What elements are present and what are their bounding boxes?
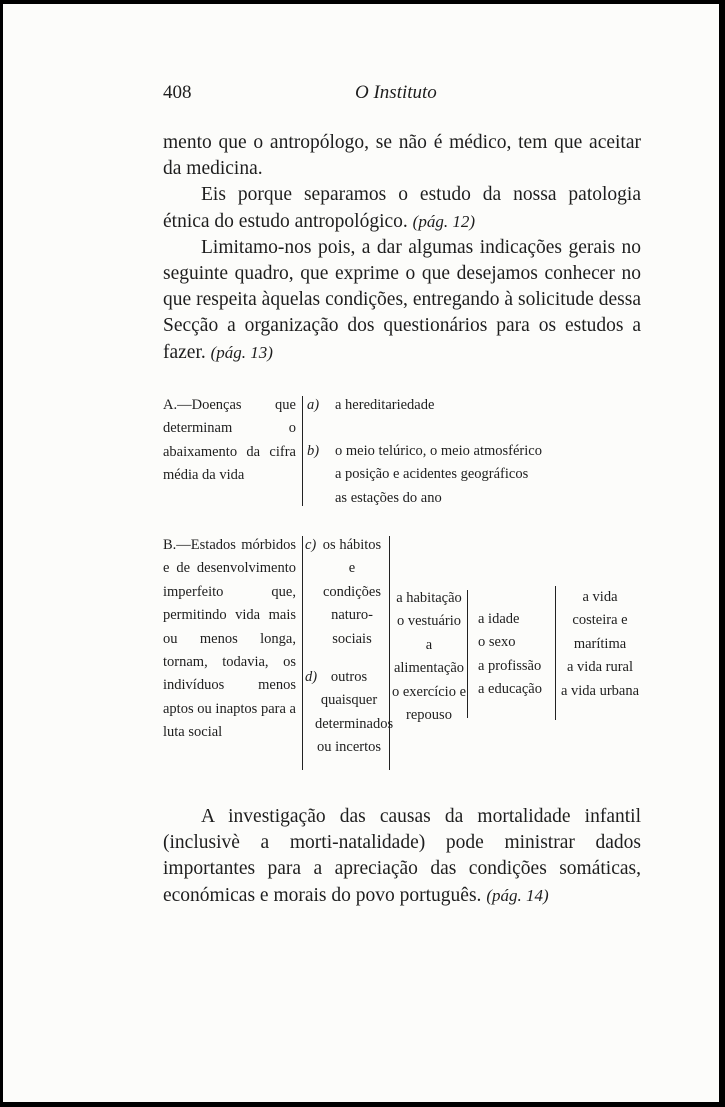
list-item: a vida urbana bbox=[560, 682, 640, 699]
paragraph-table-intro bbox=[163, 235, 641, 366]
item-c-letter: c) bbox=[305, 537, 317, 553]
section-b-label: B.—Estados mórbidos e de desenvolvimento imperfeito que, permitindo vida mais ou menos longa, tornam, todavia, os indivíduos menos aptos ou inaptos para a luta social bbox=[163, 537, 296, 741]
list-item: a idade bbox=[478, 611, 520, 627]
page-reference: (pág. 14) bbox=[486, 885, 549, 905]
item-b-line: as estações do ano bbox=[335, 489, 442, 506]
section-a-label: A.—Doenças que determinam o abaixamento da cifra média da vida bbox=[163, 397, 296, 484]
environments-list bbox=[559, 586, 641, 703]
list-item: a vida costeira e marítima bbox=[572, 589, 628, 652]
paragraph-text: A investigação das causas da mortalidade infantil (inclusivè a morti-natalidade) pode ministrar dados importantes para a apreciação das condições somáticas, económicas e morais do povo português. bbox=[163, 806, 641, 906]
item-b-letter: b) bbox=[307, 443, 320, 459]
paragraph-continuation: mento que o antropólogo, se não é médico, tem que aceitar da medicina. bbox=[163, 132, 641, 180]
list-item: o vestuário bbox=[396, 613, 462, 630]
list-item: a profissão bbox=[478, 657, 542, 674]
list-item: a habitação bbox=[396, 590, 462, 606]
item-a-text: a hereditariedade bbox=[335, 397, 435, 413]
list-item: a alimentação bbox=[393, 636, 465, 677]
page-reference: (pág. 13) bbox=[210, 342, 273, 362]
list-item: o exercício e repouso bbox=[391, 683, 467, 724]
traits-list bbox=[478, 608, 558, 702]
brace-section-b bbox=[302, 536, 303, 770]
item-c-text: os hábitos e condições naturo-sociais bbox=[322, 537, 382, 647]
closing-text bbox=[163, 804, 641, 909]
page-header bbox=[163, 82, 641, 108]
page-number: 408 bbox=[163, 82, 192, 103]
paragraph-mortality bbox=[163, 804, 641, 909]
brace-habits bbox=[467, 590, 468, 718]
list-item: a vida rural bbox=[566, 659, 634, 676]
intro-text bbox=[163, 130, 641, 366]
list-item: o sexo bbox=[478, 634, 516, 651]
page-reference: (pág. 12) bbox=[412, 211, 475, 231]
paragraph-text: Eis porque separamos o estudo da nossa patologia étnica do estudo antropológico. bbox=[163, 184, 641, 232]
document-page bbox=[3, 4, 719, 1102]
item-b-line: o meio telúrico, o meio atmosférico bbox=[335, 443, 542, 459]
paragraph-separation bbox=[163, 182, 641, 234]
item-b-text bbox=[335, 440, 615, 510]
item-d-letter: d) bbox=[305, 669, 318, 685]
habits-list bbox=[391, 587, 467, 727]
brace-section-a bbox=[302, 396, 303, 506]
item-d-text: outros quaisquer determinados ou incertos bbox=[315, 669, 394, 756]
paragraph-text: Limitamo-nos pois, a dar algumas indicações gerais no seguinte quadro, que exprime o que desejamos conhecer no que respeita àquelas condições, entregando à solicitude dessa Secção a organização dos questionários para os estudos a fazer. bbox=[163, 236, 641, 363]
item-a-letter: a) bbox=[307, 397, 320, 413]
running-title: O Instituto bbox=[355, 82, 437, 103]
brace-traits bbox=[555, 586, 556, 720]
brace-conditions bbox=[389, 536, 390, 770]
list-item: a educação bbox=[478, 681, 542, 698]
item-b-line: a posição e acidentes geográficos bbox=[335, 466, 529, 483]
